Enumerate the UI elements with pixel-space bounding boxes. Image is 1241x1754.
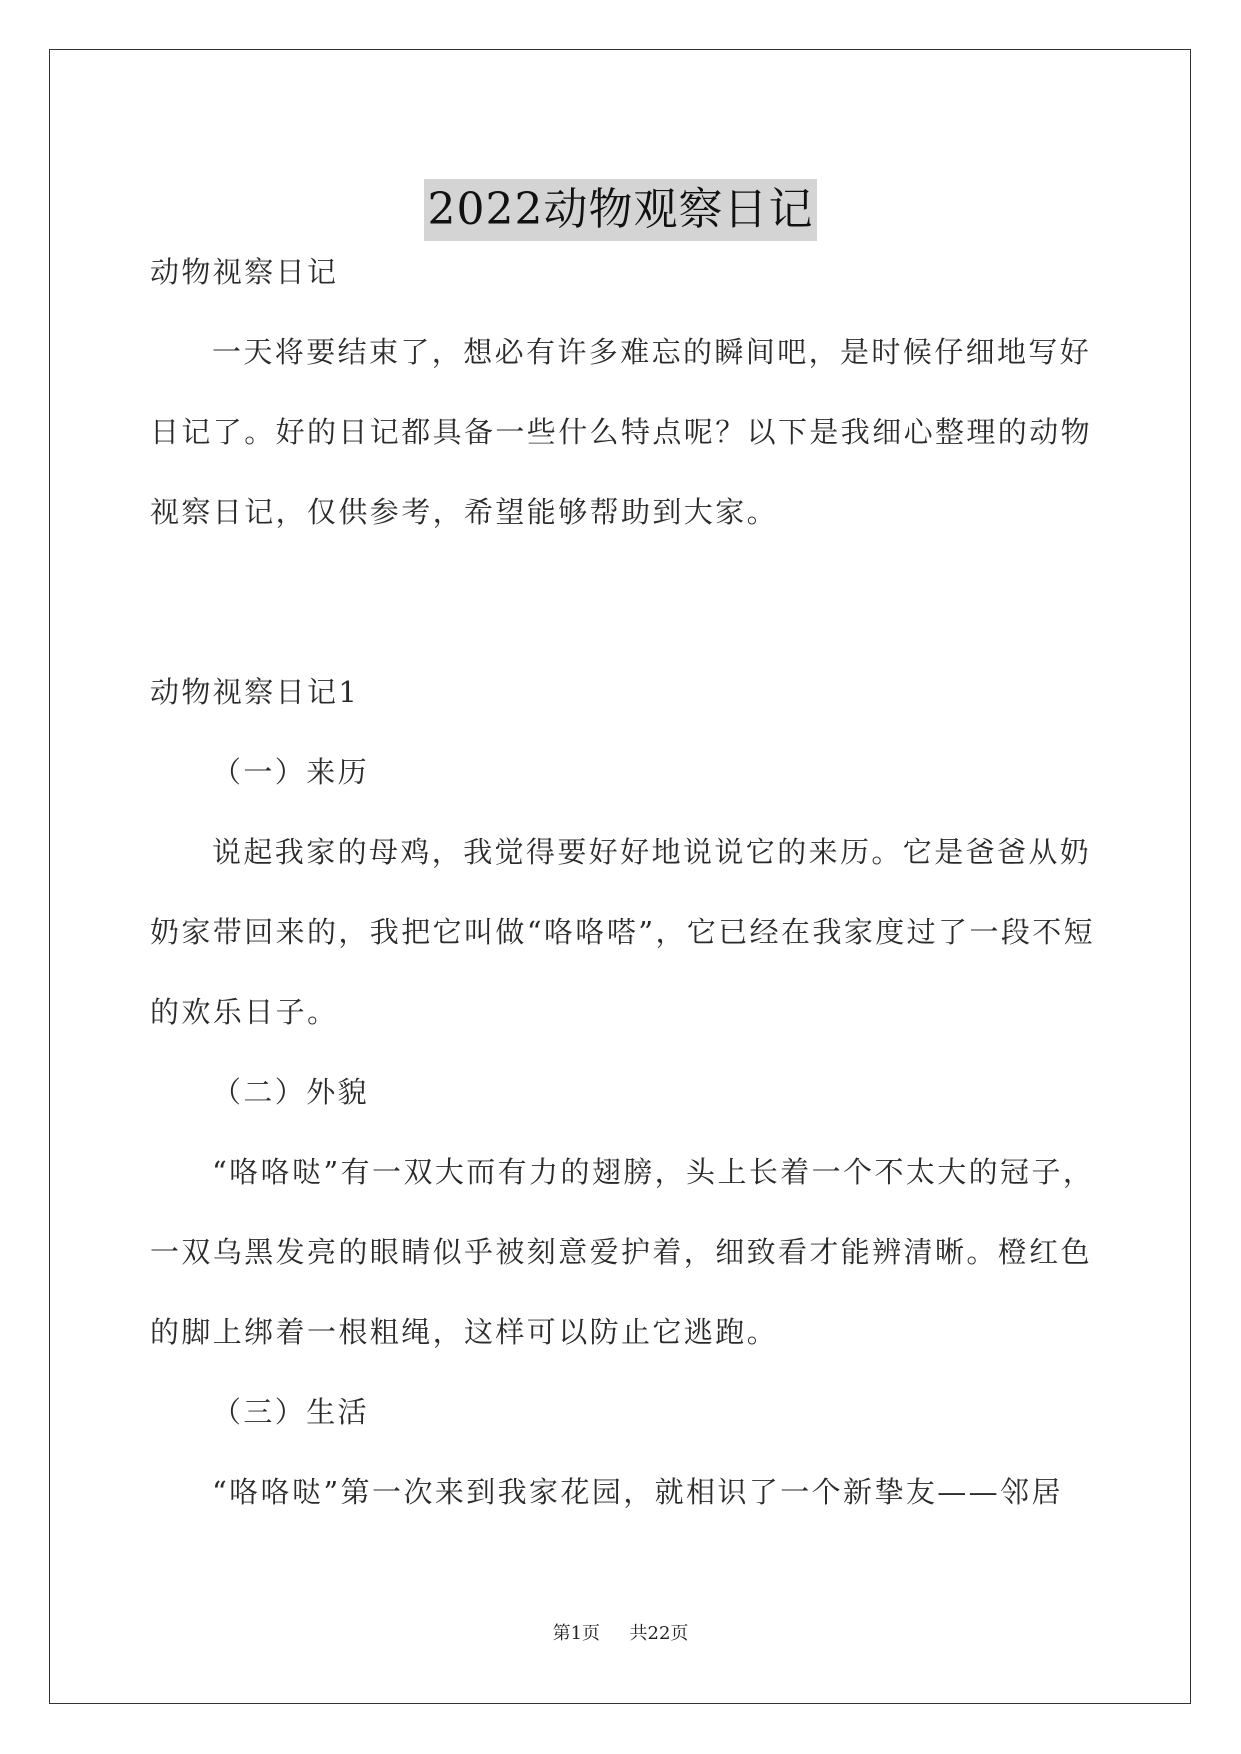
paragraph-line: 的欢乐日子。 [150,995,339,1029]
section-heading: 动物视察日记 [150,255,339,289]
paragraph-line: 的脚上绑着一根粗绳，这样可以防止它逃跑。 [150,1315,779,1349]
paragraph-line: 一双乌黑发亮的眼睛似乎被刻意爱护着，细致看才能辨清晰。橙红色 [150,1235,1093,1269]
paragraph-line: “咯咯哒”第一次来到我家花园，就相识了一个新挚友——邻居 [212,1475,1063,1509]
section-heading: 动物视察日记1 [150,675,360,709]
subsection-heading: （二）外貌 [212,1075,370,1109]
subsection-heading: （一）来历 [212,755,370,789]
paragraph-line: 视察日记，仅供参考，希望能够帮助到大家。 [150,495,779,529]
page-border [49,49,1191,1704]
paragraph-line: “咯咯哒”有一双大而有力的翅膀，头上长着一个不太大的冠子， [212,1155,1095,1189]
paragraph-line: 说起我家的母鸡，我觉得要好好地说说它的来历。它是爸爸从奶 [212,835,1092,869]
document-title: 2022动物观察日记 [424,179,818,241]
page-footer [0,1622,1241,1646]
paragraph-line: 日记了。好的日记都具备一些什么特点呢？以下是我细心整理的动物 [150,415,1093,449]
paragraph-line: 一天将要结束了，想必有许多难忘的瞬间吧，是时候仔细地写好 [212,335,1092,369]
page-number: 第1页 [552,1623,601,1644]
page-total: 共22页 [629,1623,689,1644]
subsection-heading: （三）生活 [212,1395,370,1429]
paragraph-line: 奶家带回来的，我把它叫做“咯咯嗒”，它已经在我家度过了一段不短 [150,915,1096,949]
